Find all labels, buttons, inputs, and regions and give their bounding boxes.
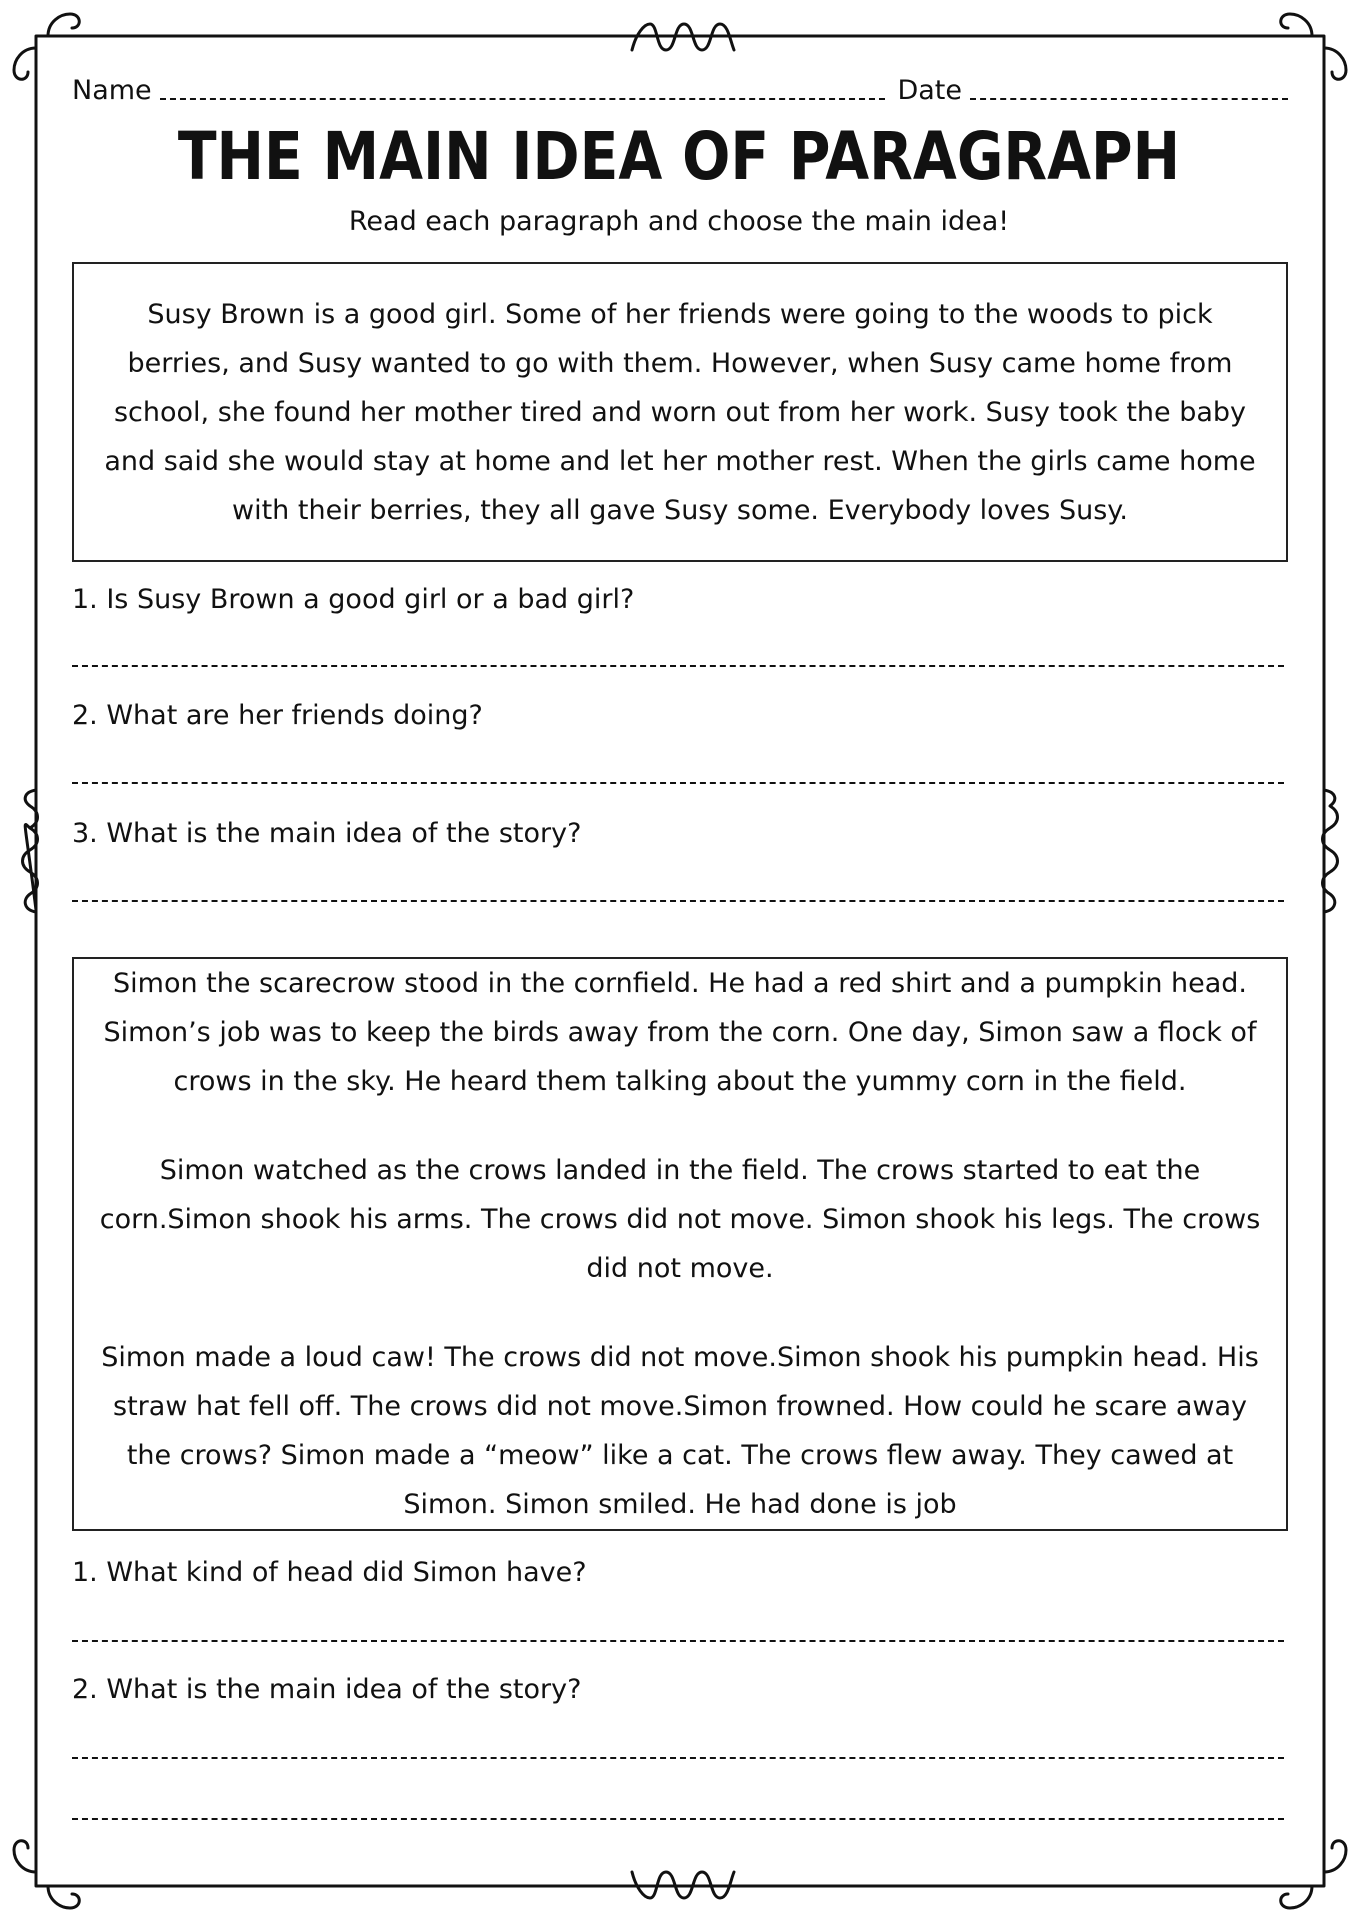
story-box-simon: [72, 957, 1288, 1531]
answer-line-1-1[interactable]: [72, 665, 1284, 667]
question-2-2: 2. What is the main idea of the story?: [72, 1674, 582, 1705]
story-box-susy: [72, 262, 1288, 562]
date-label: Date: [897, 75, 962, 106]
story-paragraph: Simon watched as the crows landed in the field. The crows started to eat the corn.Simon shook his arms. The crows did not move. Simon shook his legs. The crows did not move.: [99, 1155, 1261, 1284]
story-paragraph: Simon made a loud caw! The crows did not move.Simon shook his pumpkin head. His straw hat fell off. The crows did not move.Simon frowned. How could he scare away the crows? Simon made a “meow” like a cat. The crows flew away. They cawed at Simon. Simon smiled. He had done is job: [101, 1342, 1259, 1520]
answer-line-2-1[interactable]: [72, 1640, 1284, 1642]
answer-line-1-3[interactable]: [72, 900, 1284, 902]
question-1-1: 1. Is Susy Brown a good girl or a bad girl?: [72, 584, 635, 615]
name-field-line[interactable]: [160, 98, 886, 100]
story-paragraph: Simon the scarecrow stood in the cornfield. He had a red shirt and a pumpkin head. Simon’s job was to keep the birds away from the corn. One day, Simon saw a flock of crows in the sky. He heard them talking about the yummy corn in the field.: [103, 968, 1257, 1097]
question-1-2: 2. What are her friends doing?: [72, 700, 483, 731]
page-subtitle: Read each paragraph and choose the main idea!: [348, 206, 1010, 237]
answer-line-2-3[interactable]: [72, 1818, 1284, 1820]
page-title: THE MAIN IDEA OF PARAGRAPH: [177, 118, 1181, 195]
question-1-3: 3. What is the main idea of the story?: [72, 818, 582, 849]
answer-line-1-2[interactable]: [72, 782, 1284, 784]
name-label: Name: [72, 75, 152, 106]
name-date-row: [72, 66, 1288, 106]
answer-line-2-2[interactable]: [72, 1757, 1284, 1759]
question-2-1: 1. What kind of head did Simon have?: [72, 1557, 587, 1588]
date-field-line[interactable]: [970, 98, 1288, 100]
story-paragraph: Susy Brown is a good girl. Some of her friends were going to the woods to pick berries, and Susy wanted to go with them. However, when Susy came home from school, she found her mother tired and worn out from her work. Susy took the baby and said she would stay at home and let her mother rest. When the girls came home with their berries, they all gave Susy some. Everybody loves Susy.: [104, 298, 1256, 526]
